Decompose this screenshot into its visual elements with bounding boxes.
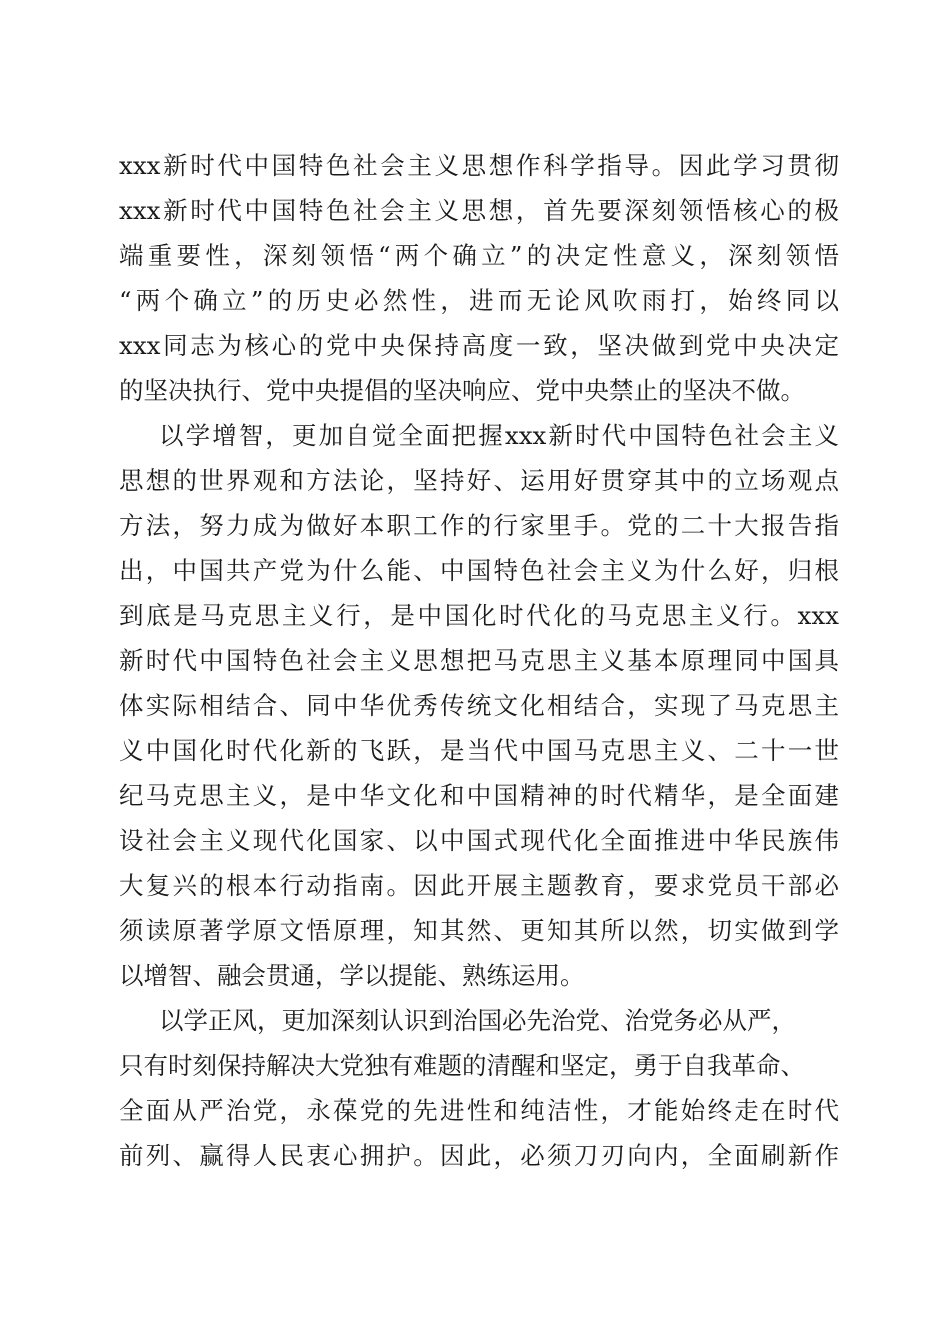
text-line: 的坚决执行、党中央提倡的坚决响应、党中央禁止的坚决不做。 (119, 376, 805, 405)
text-line: 义中国化时代化新的飞跃，是当代中国马克思主义、二十一世 (119, 736, 839, 765)
text-line: 设社会主义现代化国家、以中国式现代化全面推进中华民族伟 (119, 826, 839, 855)
paragraph-first-line: 以学增智，更加自觉全面把握xxx新时代中国特色社会主义 (159, 421, 839, 450)
text-line: 须读原著学原文悟原理，知其然、更知其所以然，切实做到学 (119, 916, 839, 945)
text-line: 体实际相结合、同中华优秀传统文化相结合，实现了马克思主 (119, 691, 839, 720)
text-line: 大复兴的根本行动指南。因此开展主题教育，要求党员干部必 (119, 871, 839, 900)
text-line: 以增智、融会贯通，学以提能、熟练运用。 (119, 961, 585, 990)
text-line: 到底是马克思主义行，是中国化时代化的马克思主义行。xxx (119, 601, 839, 630)
text-line: 前列、赢得人民衷心拥护。因此，必须刀刃向内，全面刷新作 (119, 1141, 839, 1170)
text-line: “两个确立”的历史必然性，进而无论风吹雨打，始终同以 (119, 286, 839, 315)
text-line: 出，中国共产党为什么能、中国特色社会主义为什么好，归根 (119, 556, 839, 585)
text-line: 方法，努力成为做好本职工作的行家里手。党的二十大报告指 (119, 511, 839, 540)
text-line: 思想的世界观和方法论，坚持好、运用好贯穿其中的立场观点 (119, 466, 839, 495)
text-line: 只有时刻保持解决大党独有难题的清醒和坚定，勇于自我革命、 (119, 1051, 805, 1080)
text-line: 端重要性，深刻领悟“两个确立”的决定性意义，深刻领悟 (119, 241, 839, 270)
paragraph-first-line: 以学正风，更加深刻认识到治国必先治党、治党务必从严， (159, 1006, 796, 1035)
text-line: 全面从严治党，永葆党的先进性和纯洁性，才能始终走在时代 (119, 1096, 839, 1125)
text-line: 纪马克思主义，是中华文化和中国精神的时代精华，是全面建 (119, 781, 839, 810)
text-line: 新时代中国特色社会主义思想把马克思主义基本原理同中国具 (119, 646, 839, 675)
text-line: xxx新时代中国特色社会主义思想作科学指导。因此学习贯彻 (119, 151, 839, 180)
body-text (119, 143, 839, 1178)
text-line: xxx同志为核心的党中央保持高度一致，坚决做到党中央决定 (119, 331, 839, 360)
text-line: xxx新时代中国特色社会主义思想，首先要深刻领悟核心的极 (119, 196, 839, 225)
